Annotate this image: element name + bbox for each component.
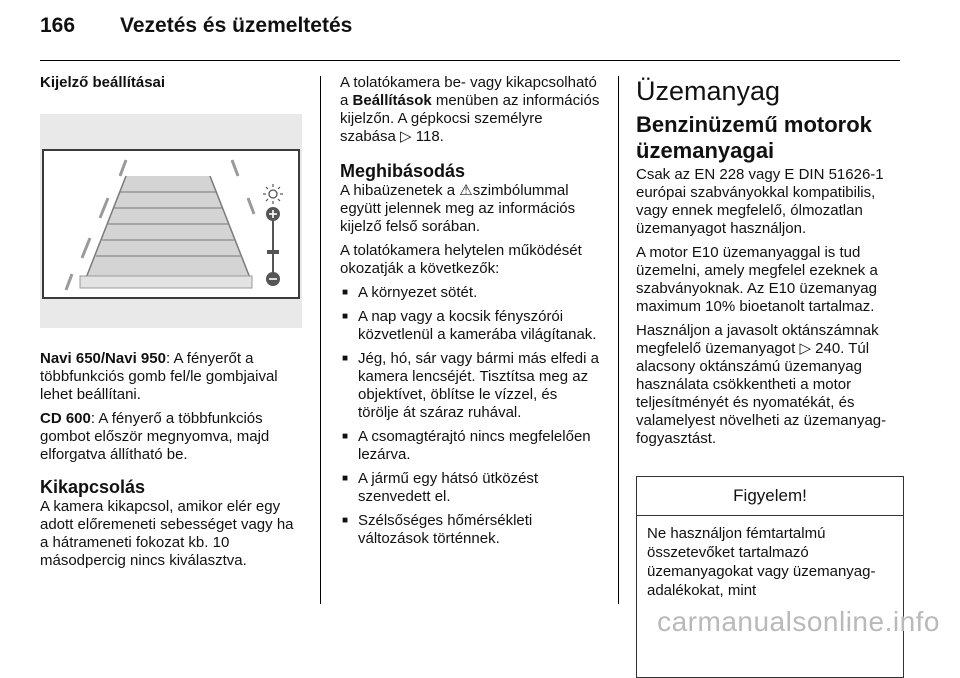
watermark-text: carmanualsonline.info <box>657 606 940 637</box>
cd600-text: : A fényerő a többfunkciós gombot először megnyomva, majd elforgatva állítható be. <box>40 410 270 463</box>
paragraph-standards: Csak az EN 228 vagy E DIN 51626-1 európai szabványokkal kompatibilis, vagy ennek megfelelő, ólmozatlan üzemanyagot használjon. <box>636 166 884 237</box>
warning-box <box>636 476 904 678</box>
settings-text-a: A tolatókamera be- vagy kikapcsolható a <box>340 74 597 109</box>
header-rule <box>40 60 900 61</box>
octane-text-a: Használjon a javasolt oktánszámnak megfelelő üzemanyagot <box>636 322 879 357</box>
paragraph-cd600 <box>40 410 302 464</box>
brightness-minus-icon <box>266 272 280 286</box>
heading-kikapcsolas: Kikapcsolás <box>40 477 146 497</box>
page-ref-arrow-icon: ▷ <box>400 128 412 145</box>
heading-uzemanyag: Üzemanyag <box>636 76 781 106</box>
settings-text-b: menüben az információs kijelzőn. A gépkocsi személyre szabása <box>340 92 600 145</box>
warning-triangle-icon: ⚠ <box>459 182 473 199</box>
column-divider-1 <box>320 76 321 604</box>
paragraph-navi <box>40 350 302 404</box>
page-ref-arrow-icon: ▷ <box>799 340 811 357</box>
page-title: Vezetés és üzemeltetés <box>120 14 353 37</box>
column-divider-2 <box>618 76 619 604</box>
octane-page-ref: 240. <box>810 340 845 357</box>
page-header <box>40 14 352 38</box>
paragraph-settings <box>340 74 602 146</box>
list-item: ■ A csomagtérajtó nincs megfelelően lezárva. <box>340 428 602 464</box>
list-item: ■ Jég, hó, sár vagy bármi más elfedi a kamera lencséjét. Tisztítsa meg az objektívet, öblítse le vízzel, és törölje át száraz ruhával. <box>340 350 602 422</box>
column-2 <box>340 74 602 554</box>
heading-meghibasodas: Meghibásodás <box>340 161 466 181</box>
paragraph-error-messages <box>340 182 602 236</box>
settings-page-ref: 118. <box>411 128 444 145</box>
causes-list <box>340 284 602 548</box>
camera-display-illustration <box>40 114 302 328</box>
list-item: ■ Szélsőséges hőmérsékleti változások történnek. <box>340 512 602 548</box>
cd600-label: CD 600 <box>40 410 91 427</box>
warning-title: Figyelem! <box>637 477 903 516</box>
list-item: ■ A jármű egy hátsó ütközést szenvedett el. <box>340 470 602 506</box>
paragraph-kikapcsolas: A kamera kikapcsol, amikor elér egy adott előremeneti sebességet vagy ha a hátrameneti fokozat kb. 10 másodpercig nincs kiválasztva. <box>40 498 294 569</box>
navi-text: : A fényerőt a többfunkciós gomb fel/le gombjaival lehet beállítani. <box>40 350 278 403</box>
list-item: ■ A környezet sötét. <box>340 284 602 302</box>
paragraph-causes: A tolatókamera helytelen működését okozatják a következők: <box>340 242 582 277</box>
section-title-display-settings: Kijelző beállításai <box>40 74 166 91</box>
brightness-plus-icon <box>266 207 280 221</box>
paragraph-octane <box>636 322 904 448</box>
heading-petrol-fuels: Benzinüzemű motorok üzemanyagai <box>636 112 872 163</box>
octane-text-b: Túl alacsony oktánszámú üzemanyag használata csökkentheti a motor teljesítményét és nyomatékát, és valamelyest növelheti az üzemanyag-fogyasztást. <box>636 340 887 447</box>
error-text-b: szimbólummal együtt jelennek meg az információs kijelző felső sorában. <box>340 182 576 235</box>
list-item: ■ A nap vagy a kocsik fényszórói közvetlenül a kamerába világítanak. <box>340 308 602 344</box>
settings-menu-label: Beállítások <box>352 92 432 109</box>
warning-text: Ne használjon fémtartalmú összetevőket tartalmazó üzemanyagokat vagy üzemanyag-adalékokat, mint <box>647 525 876 599</box>
paragraph-e10: A motor E10 üzemanyaggal is tud üzemelni, amely megfelel ezeknek a szabványoknak. Az E10 üzemanyag maximum 10% bioetanolt tartalmaz. <box>636 244 878 315</box>
page-number: 166 <box>40 14 76 37</box>
column-3 <box>636 76 904 454</box>
column-1 <box>40 74 302 576</box>
navi-label: Navi 650/Navi 950 <box>40 350 166 367</box>
error-text-a: A hibaüzenetek a <box>340 182 460 199</box>
